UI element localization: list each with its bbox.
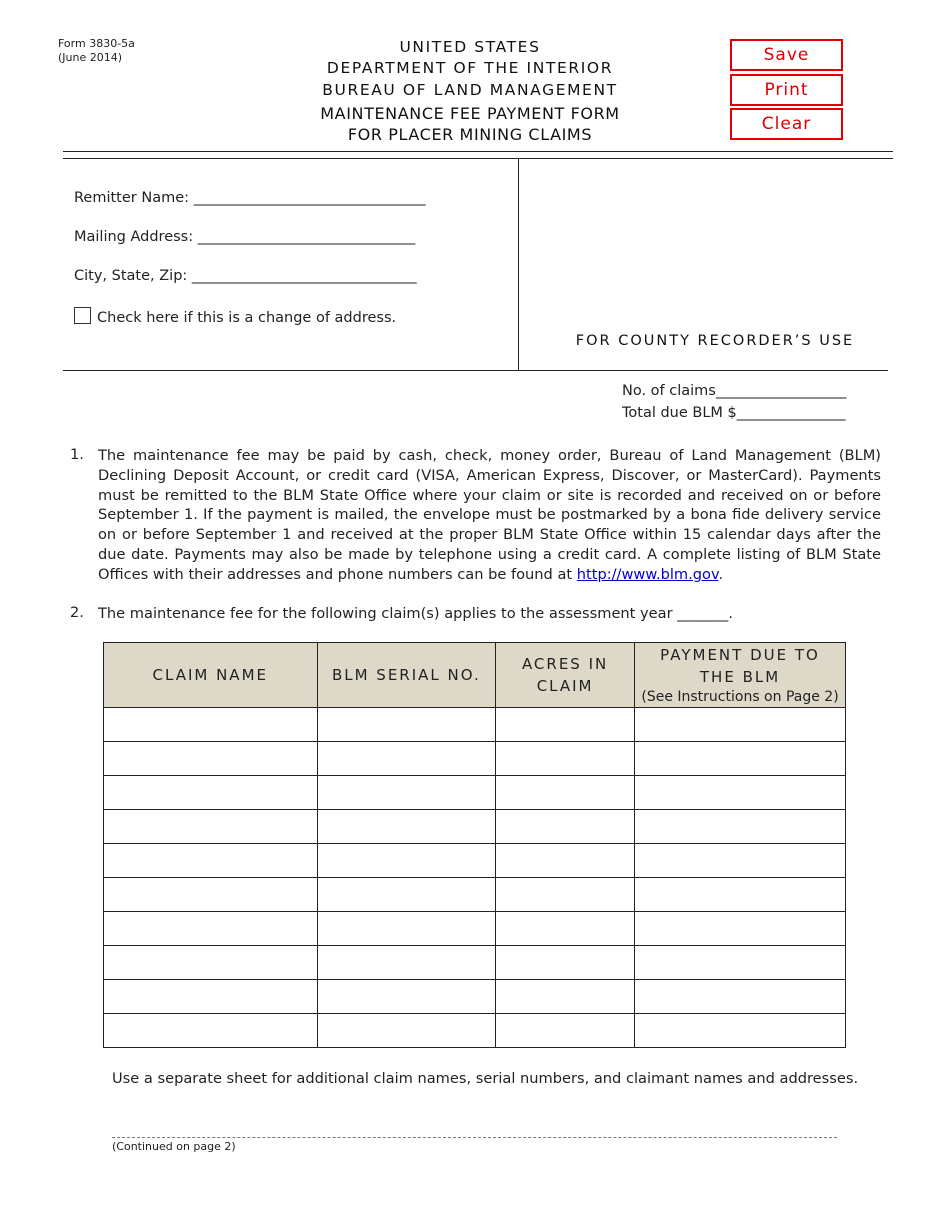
serial-number-cell[interactable] bbox=[317, 946, 496, 980]
payment-due-cell[interactable] bbox=[635, 946, 846, 980]
acres-header-label: ACRES IN CLAIM bbox=[521, 655, 609, 695]
payment-due-cell[interactable] bbox=[635, 878, 846, 912]
claims-table-body bbox=[104, 708, 846, 1048]
claim-name-header: CLAIM NAME bbox=[104, 643, 318, 708]
section-divider bbox=[518, 159, 519, 370]
table-row bbox=[104, 878, 846, 912]
blm-website-link[interactable]: http://www.blm.gov bbox=[576, 565, 719, 583]
save-button[interactable]: Save bbox=[730, 39, 843, 71]
acres-cell[interactable] bbox=[496, 776, 635, 810]
print-button[interactable]: Print bbox=[730, 74, 843, 106]
payment-due-cell[interactable] bbox=[635, 742, 846, 776]
acres-cell[interactable] bbox=[496, 708, 635, 742]
payment-due-cell[interactable] bbox=[635, 844, 846, 878]
serial-number-cell[interactable] bbox=[317, 844, 496, 878]
acres-header bbox=[496, 643, 635, 708]
claim-name-cell[interactable] bbox=[104, 708, 318, 742]
serial-number-cell[interactable] bbox=[317, 878, 496, 912]
acres-cell[interactable] bbox=[496, 810, 635, 844]
claim-name-cell[interactable] bbox=[104, 878, 318, 912]
acres-cell[interactable] bbox=[496, 912, 635, 946]
item2-number: 2. bbox=[70, 604, 84, 621]
header-bureau: BUREAU OF LAND MANAGEMENT bbox=[322, 81, 618, 99]
form-date-text: (June 2014) bbox=[58, 51, 123, 64]
payment-due-cell[interactable] bbox=[635, 980, 846, 1014]
header-united-states: UNITED STATES bbox=[399, 38, 541, 56]
acres-cell[interactable] bbox=[496, 878, 635, 912]
serial-number-cell[interactable] bbox=[317, 742, 496, 776]
item1-end: . bbox=[718, 565, 724, 583]
remitter-name-field[interactable]: Remitter Name: ________________________________ bbox=[74, 190, 426, 206]
acres-cell[interactable] bbox=[496, 742, 635, 776]
table-row bbox=[104, 1014, 846, 1048]
mailing-address-field[interactable]: Mailing Address: ______________________________ bbox=[74, 229, 416, 245]
change-of-address-label: Check here if this is a change of address. bbox=[97, 310, 397, 326]
acres-cell[interactable] bbox=[496, 844, 635, 878]
claims-table bbox=[103, 642, 846, 1048]
acres-cell[interactable] bbox=[496, 946, 635, 980]
form-number bbox=[58, 37, 135, 65]
payment-due-cell[interactable] bbox=[635, 776, 846, 810]
claim-name-cell[interactable] bbox=[104, 946, 318, 980]
serial-number-cell[interactable] bbox=[317, 708, 496, 742]
payment-due-cell[interactable] bbox=[635, 912, 846, 946]
claim-name-cell[interactable] bbox=[104, 844, 318, 878]
additional-sheet-note: Use a separate sheet for additional claim names, serial numbers, and claimant names and addresses. bbox=[112, 1070, 859, 1087]
claim-name-cell[interactable] bbox=[104, 912, 318, 946]
table-row bbox=[104, 810, 846, 844]
form-number-text: Form 3830-5a bbox=[58, 37, 135, 50]
payment-due-cell[interactable] bbox=[635, 810, 846, 844]
continued-note: (Continued on page 2) bbox=[112, 1140, 236, 1153]
header-rule-top bbox=[63, 151, 893, 152]
claim-name-cell[interactable] bbox=[104, 980, 318, 1014]
acres-cell[interactable] bbox=[496, 1014, 635, 1048]
acres-cell[interactable] bbox=[496, 980, 635, 1014]
county-recorder-label: FOR COUNTY RECORDER’S USE bbox=[575, 333, 855, 349]
footer-dotted-rule bbox=[112, 1137, 837, 1138]
serial-number-cell[interactable] bbox=[317, 912, 496, 946]
serial-number-header: BLM SERIAL NO. bbox=[317, 643, 496, 708]
section-rule bbox=[63, 370, 888, 371]
table-row bbox=[104, 708, 846, 742]
claim-name-cell[interactable] bbox=[104, 1014, 318, 1048]
table-row bbox=[104, 776, 846, 810]
payment-due-sublabel: (See Instructions on Page 2) bbox=[641, 689, 839, 705]
payment-due-cell[interactable] bbox=[635, 708, 846, 742]
city-state-zip-field[interactable]: City, State, Zip: _______________________________ bbox=[74, 268, 417, 284]
table-row bbox=[104, 912, 846, 946]
table-row bbox=[104, 844, 846, 878]
number-of-claims-field[interactable]: No. of claims__________________ bbox=[622, 383, 847, 399]
claim-name-cell[interactable] bbox=[104, 742, 318, 776]
item1-text: The maintenance fee may be paid by cash, check, money order, Bureau of Land Management (BLM) Declining Deposit Account, or credit card (VISA, American Express, Discover, or MasterCard). Payments must be remitted to the BLM State Office where your claim or site is recorded and received on or before September 1. If the payment is mailed, the envelope must be postmarked by a bona fide delivery service on or before September 1 and received at the proper BLM State Office within 15 calendar days after the due date. Payments may also be made by telephone using a credit card. A complete listing of BLM State Offices with their addresses and phone numbers can be found at bbox=[98, 447, 881, 583]
header-department: DEPARTMENT OF THE INTERIOR bbox=[326, 59, 614, 77]
claim-name-cell[interactable] bbox=[104, 776, 318, 810]
item2-text: The maintenance fee for the following claim(s) applies to the assessment year _______. bbox=[98, 605, 733, 622]
table-row bbox=[104, 946, 846, 980]
item1-number: 1. bbox=[70, 446, 84, 463]
payment-due-cell[interactable] bbox=[635, 1014, 846, 1048]
table-row bbox=[104, 742, 846, 776]
payment-due-header bbox=[635, 643, 846, 708]
serial-number-cell[interactable] bbox=[317, 810, 496, 844]
serial-number-cell[interactable] bbox=[317, 1014, 496, 1048]
serial-number-cell[interactable] bbox=[317, 980, 496, 1014]
payment-due-label: PAYMENT DUE TO THE BLM bbox=[660, 646, 820, 686]
total-due-field[interactable]: Total due BLM $_______________ bbox=[622, 405, 846, 421]
item1-paragraph bbox=[98, 446, 881, 585]
clear-button[interactable]: Clear bbox=[730, 108, 843, 140]
claims-table-header bbox=[104, 643, 846, 708]
header-rule-bottom bbox=[63, 158, 893, 159]
form-title-line1: MAINTENANCE FEE PAYMENT FORM bbox=[320, 104, 620, 123]
table-row bbox=[104, 980, 846, 1014]
serial-number-cell[interactable] bbox=[317, 776, 496, 810]
change-of-address-checkbox[interactable] bbox=[74, 307, 91, 324]
form-title-line2: FOR PLACER MINING CLAIMS bbox=[347, 125, 593, 144]
claim-name-cell[interactable] bbox=[104, 810, 318, 844]
